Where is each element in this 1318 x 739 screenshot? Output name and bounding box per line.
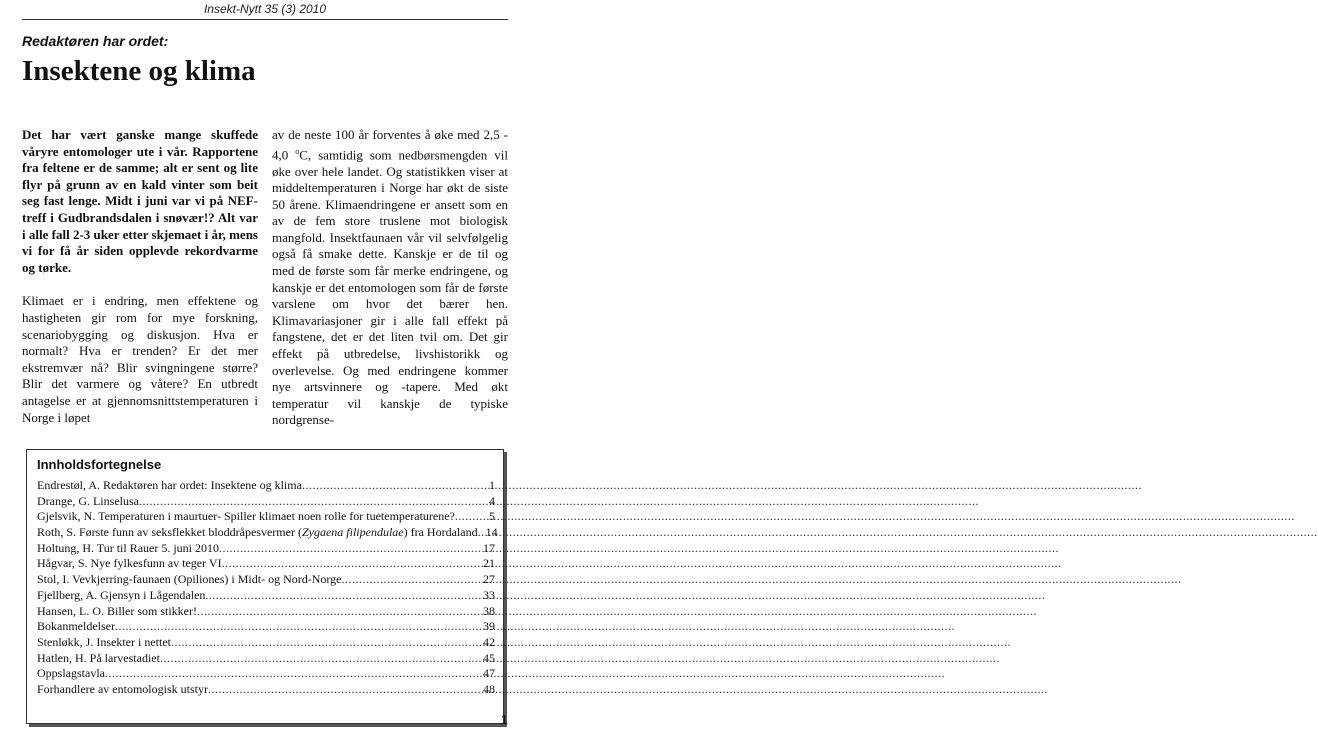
article-continuation-start: av de neste 100 år forventes å øke med 2,5 - 4,0 xyxy=(272,127,508,162)
toc-entry-text: Stenløkk, J. Insekter i nettet xyxy=(37,634,171,649)
toc-entry-page: 14 xyxy=(485,525,498,540)
toc-entry xyxy=(37,494,495,510)
toc-entry-text xyxy=(37,525,478,541)
toc-entry xyxy=(37,478,495,494)
species-name: Zygaena filipendulae xyxy=(301,525,404,540)
toc-entry-text: Forhandlere av entomologisk utstyr xyxy=(37,681,208,696)
toc-entry-text: Bokanmeldelser xyxy=(37,619,115,634)
journal-header: Insekt-Nytt 35 (3) 2010 xyxy=(203,2,327,16)
toc-heading: Innholdsfortegnelse xyxy=(37,457,162,472)
toc-entry-page: 4 xyxy=(489,493,495,508)
toc-entry-page: 39 xyxy=(483,619,495,634)
toc-entry xyxy=(37,635,495,651)
article-continuation xyxy=(272,127,508,429)
toc-entry-text: Holtung, H. Tur til Rauer 5. juni 2010 xyxy=(37,540,220,555)
toc-entry xyxy=(37,588,495,604)
toc-entry xyxy=(37,619,495,635)
toc-entry-page: 1 xyxy=(489,478,495,492)
toc-entry-text: Hansen, L. O. Biller som stikker! xyxy=(37,603,197,618)
article-paragraph: Klimaet er i endring, men effektene og hastigheten gir rom for mye forskning, scenariobygging og diskusjon. Hva er normalt? Hva er trenden? Er det mer ekstremvær nå? Blir svingningene større? Blir det varmere og våtere? En utbredt antagelse er at gjennomsnittstemperaturen i Norge i løpet xyxy=(22,293,258,425)
toc-entry-text: Hågvar, S. Nye fylkesfunn av teger VI xyxy=(37,556,222,571)
toc-entry-page: 48 xyxy=(483,681,495,696)
toc-entry-text-start: Roth, S. Første funn av seksflekket bloddråpesvermer ( xyxy=(37,525,302,540)
degree-mark: o xyxy=(295,146,300,156)
article-column-left xyxy=(22,127,258,426)
toc-entry xyxy=(37,682,495,698)
page-title: Insektene og klima xyxy=(22,55,256,87)
header-rule xyxy=(22,19,508,20)
toc-entry-page: 45 xyxy=(483,650,495,665)
toc-entry-page: 27 xyxy=(483,572,495,587)
toc-entry xyxy=(37,666,495,682)
article-lead: Det har vært ganske mange skuffede våryre entomologer ute i vår. Rapportene fra feltene er de samme; alt er sent og lite flyr på grunn av en kald vinter som beit seg fast lenge. Midt i juni var vi på NEF-treff i Gudbrandsdalen i snøvær!? Alt var i alle fall 2-3 uker etter skjemaet i år, mens vi for få år siden opplevde rekordvarme og tørke. xyxy=(22,127,258,275)
toc-entry-page: 17 xyxy=(483,540,495,555)
article-column-right xyxy=(272,127,508,429)
page-number: 1 xyxy=(500,712,508,727)
toc-entry-text: Endrestøl, A. Redaktøren har ordet: Insektene og klima xyxy=(37,478,302,492)
toc-entry-page: 33 xyxy=(483,587,495,602)
toc-entry-page: 42 xyxy=(483,634,495,649)
toc-entry-page: 38 xyxy=(483,603,495,618)
toc-entry-text-end: ) fra Hordaland xyxy=(403,525,478,540)
toc-entry xyxy=(37,556,495,572)
table-of-contents xyxy=(26,449,504,724)
toc-entry-page: 21 xyxy=(483,556,495,571)
toc-list xyxy=(37,478,498,698)
toc-entry-text: Fjellberg, A. Gjensyn i Lågendalen xyxy=(37,587,206,602)
toc-entry-text: Hatlen, H. På larvestadiet xyxy=(37,650,160,665)
toc-entry-text: Drange, G. Linselusa xyxy=(37,493,139,508)
toc-entry xyxy=(37,604,495,620)
toc-entry xyxy=(37,509,495,525)
toc-entry-text: Gjelsvik, N. Temperaturen i maurtuer- Spiller klimaet noen rolle for tuetemperaturene? xyxy=(37,509,455,524)
article-continuation-end: C, samtidig som nedbørsmengden vil øke over hele landet. Og statistikken viser at middeltemperaturen i Norge har økt de siste 50 årene. Klimaendringene er ansett som en av de fem store truslene mot biologisk mangfold. Insektfaunaen vår vil selvfølgelig også få smake dette. Kanskje er de til og med de første som får merke endringene, og kanskje er det entomologen som får de første varslene om hvor det bærer hen. Klimavariasjoner gir i alle fall effekt på fangstene, det er det liten tvil om. Det gir effekt på utbredelse, livshistorikk og overlevelse. Og med endringene kommer nye artsvinnere og -tapere. Med økt temperatur vil kanskje de typiske nordgrense- xyxy=(272,146,508,428)
toc-entry-page: 5 xyxy=(489,509,495,524)
toc-entry xyxy=(37,651,495,667)
toc-entry-text: Stol, I. Vevkjerring-faunaen (Opiliones) i Midt- og Nord-Norge xyxy=(37,572,342,587)
toc-entry-text: Oppslagstavla xyxy=(37,666,105,681)
section-label: Redaktøren har ordet: xyxy=(22,33,169,49)
toc-entry xyxy=(37,525,498,541)
toc-entry xyxy=(37,541,495,557)
toc-entry xyxy=(37,572,495,588)
toc-entry-page: 47 xyxy=(483,666,495,681)
